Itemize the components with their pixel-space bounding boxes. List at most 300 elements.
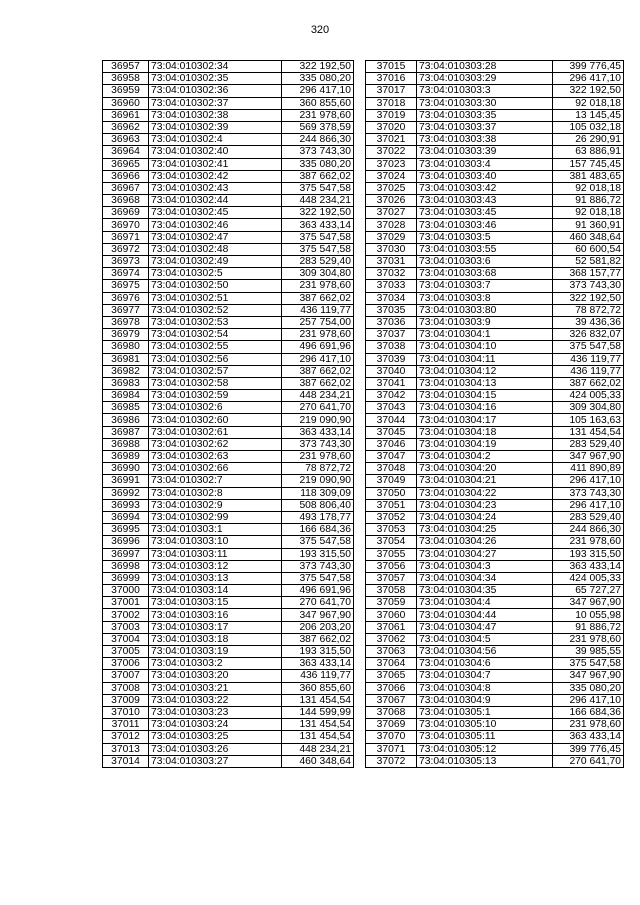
cadastral-number-cell: 73:04:010303:5 [417,231,553,243]
cadastral-number-cell: 73:04:010303:42 [417,182,553,194]
row-number-cell: 36957 [103,61,149,73]
cadastral-number-cell: 73:04:010304:2 [417,451,553,463]
row-number-cell: 36960 [103,97,149,109]
cadastral-number-cell: 73:04:010304:13 [417,377,553,389]
cadastral-number-cell: 73:04:010303:8 [417,292,553,304]
value-cell: 460 348,64 [553,231,624,243]
row-number-cell: 37067 [366,694,417,706]
value-cell: 335 080,20 [282,73,354,85]
cadastral-number-cell: 73:04:010304:4 [417,597,553,609]
table-row [366,499,624,511]
cadastral-number-cell: 73:04:010304:18 [417,426,553,438]
row-number-cell: 36977 [103,304,149,316]
value-cell: 193 315,50 [282,646,354,658]
table-row [103,353,354,365]
value-cell: 92 018,18 [553,97,624,109]
table-row [366,536,624,548]
cadastral-number-cell: 73:04:010302:52 [149,304,282,316]
table-row [103,585,354,597]
row-number-cell: 37005 [103,646,149,658]
row-number-cell: 37051 [366,499,417,511]
value-cell: 322 192,50 [282,61,354,73]
table-row [366,109,624,121]
row-number-cell: 37035 [366,304,417,316]
value-cell: 375 547,58 [282,243,354,255]
cadastral-number-cell: 73:04:010303:17 [149,621,282,633]
cadastral-number-cell: 73:04:010302:34 [149,61,282,73]
cadastral-number-cell: 73:04:010304:35 [417,585,553,597]
value-cell: 326 832,07 [553,329,624,341]
row-number-cell: 36965 [103,158,149,170]
row-number-cell: 37034 [366,292,417,304]
value-cell: 78 872,72 [553,304,624,316]
value-cell: 335 080,20 [553,682,624,694]
cadastral-number-cell: 73:04:010303:30 [417,97,553,109]
row-number-cell: 37003 [103,621,149,633]
cadastral-number-cell: 73:04:010302:59 [149,390,282,402]
row-number-cell: 37037 [366,329,417,341]
cadastral-number-cell: 73:04:010302:47 [149,231,282,243]
table-row [366,61,624,73]
cadastral-number-cell: 73:04:010305:11 [417,731,553,743]
cadastral-number-cell: 73:04:010302:61 [149,426,282,438]
table-row [103,463,354,475]
cadastral-number-cell: 73:04:010303:13 [149,572,282,584]
cadastral-number-cell: 73:04:010302:57 [149,365,282,377]
table-row [366,487,624,499]
right-register-table [365,60,624,768]
value-cell: 387 662,02 [282,377,354,389]
row-number-cell: 36990 [103,463,149,475]
table-row [103,536,354,548]
value-cell: 105 163,63 [553,414,624,426]
table-row [366,731,624,743]
value-cell: 92 018,18 [553,207,624,219]
value-cell: 347 967,90 [282,609,354,621]
row-number-cell: 36999 [103,572,149,584]
row-number-cell: 37006 [103,658,149,670]
row-number-cell: 37020 [366,121,417,133]
cadastral-number-cell: 73:04:010304:17 [417,414,553,426]
table-row [366,438,624,450]
cadastral-number-cell: 73:04:010302:49 [149,256,282,268]
row-number-cell: 36981 [103,353,149,365]
table-row [103,329,354,341]
value-cell: 411 890,89 [553,463,624,475]
table-row [103,231,354,243]
row-number-cell: 36978 [103,316,149,328]
value-cell: 368 157,77 [553,268,624,280]
row-number-cell: 37022 [366,146,417,158]
row-number-cell: 37027 [366,207,417,219]
table-row [103,524,354,536]
left-register-table [102,60,354,768]
value-cell: 270 641,70 [282,402,354,414]
row-number-cell: 37004 [103,633,149,645]
table-row [366,219,624,231]
row-number-cell: 37069 [366,719,417,731]
row-number-cell: 37045 [366,426,417,438]
value-cell: 363 433,14 [553,560,624,572]
table-row [103,621,354,633]
row-number-cell: 37060 [366,609,417,621]
row-number-cell: 37042 [366,390,417,402]
cadastral-number-cell: 73:04:010303:19 [149,646,282,658]
table-row [366,585,624,597]
value-cell: 91 360,91 [553,219,624,231]
cadastral-number-cell: 73:04:010303:39 [417,146,553,158]
value-cell: 363 433,14 [282,658,354,670]
table-row [103,182,354,194]
table-row [366,121,624,133]
value-cell: 26 290,91 [553,134,624,146]
row-number-cell: 37057 [366,572,417,584]
table-row [366,292,624,304]
value-cell: 322 192,50 [553,85,624,97]
table-row [366,414,624,426]
value-cell: 244 866,30 [282,134,354,146]
table-row [103,475,354,487]
row-number-cell: 37030 [366,243,417,255]
row-number-cell: 36995 [103,524,149,536]
value-cell: 347 967,90 [553,670,624,682]
table-row [103,134,354,146]
value-cell: 157 745,45 [553,158,624,170]
row-number-cell: 37036 [366,316,417,328]
cadastral-number-cell: 73:04:010302:42 [149,170,282,182]
row-number-cell: 37059 [366,597,417,609]
table-row [103,597,354,609]
cadastral-number-cell: 73:04:010302:56 [149,353,282,365]
value-cell: 375 547,58 [553,341,624,353]
table-row [366,755,624,767]
row-number-cell: 37052 [366,511,417,523]
value-cell: 219 090,90 [282,475,354,487]
value-cell: 360 855,60 [282,97,354,109]
row-number-cell: 37019 [366,109,417,121]
table-row [366,609,624,621]
cadastral-number-cell: 73:04:010302:46 [149,219,282,231]
row-number-cell: 36970 [103,219,149,231]
row-number-cell: 36986 [103,414,149,426]
table-row [366,475,624,487]
table-row [366,158,624,170]
value-cell: 373 743,30 [282,146,354,158]
row-number-cell: 37011 [103,719,149,731]
value-cell: 10 055,98 [553,609,624,621]
table-row [103,304,354,316]
row-number-cell: 37026 [366,195,417,207]
cadastral-number-cell: 73:04:010303:21 [149,682,282,694]
row-number-cell: 36993 [103,499,149,511]
value-cell: 373 743,30 [553,280,624,292]
row-number-cell: 36958 [103,73,149,85]
cadastral-number-cell: 73:04:010302:54 [149,329,282,341]
cadastral-number-cell: 73:04:010302:8 [149,487,282,499]
row-number-cell: 37029 [366,231,417,243]
value-cell: 193 315,50 [282,548,354,560]
table-row [366,182,624,194]
table-row [103,560,354,572]
table-row [103,414,354,426]
value-cell: 92 018,18 [553,182,624,194]
cadastral-number-cell: 73:04:010304:3 [417,560,553,572]
row-number-cell: 36967 [103,182,149,194]
table-row [103,755,354,767]
value-cell: 231 978,60 [553,633,624,645]
row-number-cell: 37012 [103,731,149,743]
row-number-cell: 36984 [103,390,149,402]
value-cell: 373 743,30 [553,487,624,499]
cadastral-number-cell: 73:04:010302:50 [149,280,282,292]
value-cell: 166 684,36 [553,706,624,718]
value-cell: 118 309,09 [282,487,354,499]
value-cell: 569 378,59 [282,121,354,133]
value-cell: 436 119,77 [553,353,624,365]
cadastral-number-cell: 73:04:010303:22 [149,694,282,706]
table-row [366,670,624,682]
row-number-cell: 37062 [366,633,417,645]
table-row [103,61,354,73]
row-number-cell: 37043 [366,402,417,414]
value-cell: 65 727,27 [553,585,624,597]
table-row [366,706,624,718]
cadastral-number-cell: 73:04:010302:38 [149,109,282,121]
row-number-cell: 37018 [366,97,417,109]
row-number-cell: 36998 [103,560,149,572]
table-row [366,719,624,731]
table-row [103,743,354,755]
value-cell: 231 978,60 [282,451,354,463]
row-number-cell: 36969 [103,207,149,219]
table-row [366,243,624,255]
value-cell: 231 978,60 [282,109,354,121]
value-cell: 131 454,54 [282,694,354,706]
cadastral-number-cell: 73:04:010303:20 [149,670,282,682]
table-row [103,256,354,268]
row-number-cell: 37068 [366,706,417,718]
cadastral-number-cell: 73:04:010302:5 [149,268,282,280]
row-number-cell: 36973 [103,256,149,268]
cadastral-number-cell: 73:04:010303:68 [417,268,553,280]
table-row [366,207,624,219]
value-cell: 131 454,54 [282,719,354,731]
cadastral-number-cell: 73:04:010302:58 [149,377,282,389]
table-row [366,134,624,146]
cadastral-number-cell: 73:04:010303:35 [417,109,553,121]
table-row [366,633,624,645]
cadastral-number-cell: 73:04:010302:48 [149,243,282,255]
value-cell: 347 967,90 [553,597,624,609]
table-row [366,377,624,389]
row-number-cell: 37050 [366,487,417,499]
cadastral-number-cell: 73:04:010302:36 [149,85,282,97]
value-cell: 131 454,54 [553,426,624,438]
cadastral-number-cell: 73:04:010304:7 [417,670,553,682]
value-cell: 39 436,36 [553,316,624,328]
cadastral-number-cell: 73:04:010302:43 [149,182,282,194]
value-cell: 144 599,99 [282,706,354,718]
value-cell: 309 304,80 [282,268,354,280]
row-number-cell: 37055 [366,548,417,560]
cadastral-number-cell: 73:04:010303:43 [417,195,553,207]
cadastral-number-cell: 73:04:010303:16 [149,609,282,621]
table-row [103,633,354,645]
value-cell: 373 743,30 [282,560,354,572]
cadastral-number-cell: 73:04:010302:9 [149,499,282,511]
row-number-cell: 36975 [103,280,149,292]
cadastral-number-cell: 73:04:010304:27 [417,548,553,560]
cadastral-number-cell: 73:04:010303:80 [417,304,553,316]
cadastral-number-cell: 73:04:010304:12 [417,365,553,377]
cadastral-number-cell: 73:04:010302:40 [149,146,282,158]
cadastral-number-cell: 73:04:010302:60 [149,414,282,426]
cadastral-number-cell: 73:04:010303:9 [417,316,553,328]
table-row [103,487,354,499]
value-cell: 206 203,20 [282,621,354,633]
row-number-cell: 37013 [103,743,149,755]
row-number-cell: 36974 [103,268,149,280]
table-row [103,121,354,133]
value-cell: 13 145,45 [553,109,624,121]
row-number-cell: 37047 [366,451,417,463]
row-number-cell: 36976 [103,292,149,304]
value-cell: 78 872,72 [282,463,354,475]
cadastral-number-cell: 73:04:010303:2 [149,658,282,670]
value-cell: 52 581,82 [553,256,624,268]
cadastral-number-cell: 73:04:010303:14 [149,585,282,597]
value-cell: 381 483,65 [553,170,624,182]
cadastral-number-cell: 73:04:010303:27 [149,755,282,767]
value-cell: 363 433,14 [553,731,624,743]
row-number-cell: 36959 [103,85,149,97]
table-row [103,243,354,255]
table-row [103,646,354,658]
cadastral-number-cell: 73:04:010303:46 [417,219,553,231]
value-cell: 309 304,80 [553,402,624,414]
row-number-cell: 37017 [366,85,417,97]
value-cell: 193 315,50 [553,548,624,560]
cadastral-number-cell: 73:04:010303:3 [417,85,553,97]
cadastral-number-cell: 73:04:010302:66 [149,463,282,475]
cadastral-number-cell: 73:04:010302:39 [149,121,282,133]
cadastral-number-cell: 73:04:010302:53 [149,316,282,328]
value-cell: 399 776,45 [553,61,624,73]
table-row [103,511,354,523]
row-number-cell: 37053 [366,524,417,536]
cadastral-number-cell: 73:04:010303:29 [417,73,553,85]
value-cell: 424 005,33 [553,572,624,584]
value-cell: 231 978,60 [282,280,354,292]
table-row [366,146,624,158]
value-cell: 283 529,40 [282,256,354,268]
value-cell: 375 547,58 [282,536,354,548]
row-number-cell: 37056 [366,560,417,572]
table-row [366,304,624,316]
value-cell: 231 978,60 [553,536,624,548]
cadastral-number-cell: 73:04:010302:44 [149,195,282,207]
table-row [366,170,624,182]
value-cell: 460 348,64 [282,755,354,767]
value-cell: 387 662,02 [282,633,354,645]
table-row [103,219,354,231]
value-cell: 387 662,02 [282,170,354,182]
row-number-cell: 37039 [366,353,417,365]
table-row [103,377,354,389]
row-number-cell: 37072 [366,755,417,767]
cadastral-number-cell: 73:04:010304:22 [417,487,553,499]
row-number-cell: 37015 [366,61,417,73]
row-number-cell: 36994 [103,511,149,523]
value-cell: 257 754,00 [282,316,354,328]
table-row [103,268,354,280]
value-cell: 296 417,10 [282,85,354,97]
row-number-cell: 37063 [366,646,417,658]
value-cell: 283 529,40 [553,511,624,523]
row-number-cell: 37065 [366,670,417,682]
table-row [366,646,624,658]
cadastral-number-cell: 73:04:010302:62 [149,438,282,450]
row-number-cell: 36983 [103,377,149,389]
cadastral-number-cell: 73:04:010304:5 [417,633,553,645]
value-cell: 373 743,30 [282,438,354,450]
table-row [103,402,354,414]
value-cell: 375 547,58 [282,231,354,243]
cadastral-number-cell: 73:04:010304:47 [417,621,553,633]
value-cell: 375 547,58 [553,658,624,670]
row-number-cell: 37032 [366,268,417,280]
value-cell: 448 234,21 [282,390,354,402]
cadastral-number-cell: 73:04:010303:7 [417,280,553,292]
cadastral-number-cell: 73:04:010302:99 [149,511,282,523]
value-cell: 231 978,60 [553,719,624,731]
row-number-cell: 37009 [103,694,149,706]
cadastral-number-cell: 73:04:010303:10 [149,536,282,548]
table-row [103,292,354,304]
table-row [103,97,354,109]
cadastral-number-cell: 73:04:010304:21 [417,475,553,487]
cadastral-number-cell: 73:04:010304:10 [417,341,553,353]
value-cell: 347 967,90 [553,451,624,463]
table-row [366,402,624,414]
value-cell: 231 978,60 [282,329,354,341]
row-number-cell: 37024 [366,170,417,182]
cadastral-number-cell: 73:04:010303:15 [149,597,282,609]
table-row [366,256,624,268]
value-cell: 360 855,60 [282,682,354,694]
page-number: 320 [310,24,330,36]
row-number-cell: 37016 [366,73,417,85]
table-row [366,548,624,560]
value-cell: 39 985,55 [553,646,624,658]
table-row [366,572,624,584]
cadastral-number-cell: 73:04:010303:4 [417,158,553,170]
row-number-cell: 37001 [103,597,149,609]
value-cell: 375 547,58 [282,572,354,584]
row-number-cell: 36985 [103,402,149,414]
table-row [103,365,354,377]
row-number-cell: 37049 [366,475,417,487]
table-row [366,85,624,97]
value-cell: 131 454,54 [282,731,354,743]
value-cell: 448 234,21 [282,195,354,207]
cadastral-number-cell: 73:04:010303:40 [417,170,553,182]
table-row [103,146,354,158]
value-cell: 322 192,50 [282,207,354,219]
table-row [366,694,624,706]
cadastral-number-cell: 73:04:010303:38 [417,134,553,146]
row-number-cell: 36961 [103,109,149,121]
